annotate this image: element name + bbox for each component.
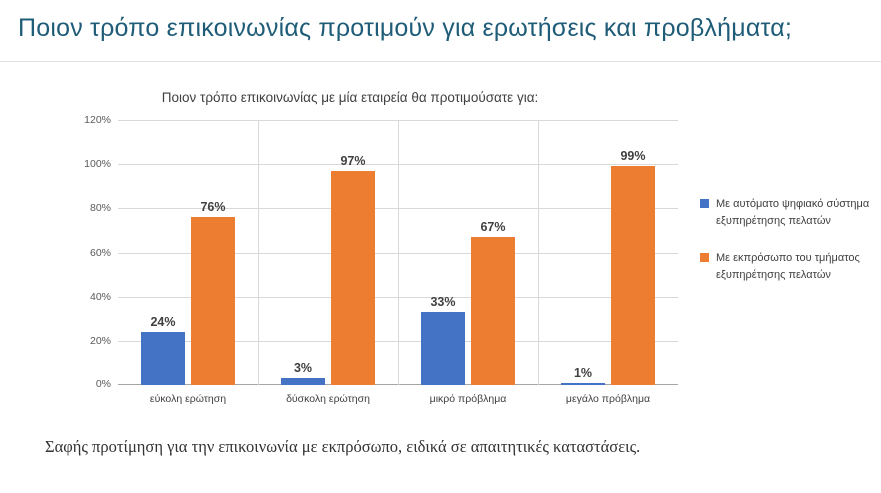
bars <box>258 120 398 385</box>
x-tick-label: μεγάλο πρόβλημα <box>565 393 651 405</box>
y-tick-label-120: 120% <box>84 114 111 126</box>
bar-group <box>258 120 398 405</box>
bar-group <box>538 120 678 405</box>
bar-agent-small-problem[interactable] <box>471 220 515 385</box>
y-tick-label-40: 40% <box>89 290 111 303</box>
bar-agent-hard[interactable] <box>331 153 375 385</box>
legend-label: Με αυτόματο ψηφιακό σύστημα εξυπηρέτησης πελατών <box>716 198 870 228</box>
chart-plot-area <box>84 114 678 405</box>
y-tick-label-20: 20% <box>89 334 111 347</box>
bar-value-label: 33% <box>430 295 456 310</box>
bar-digital-big-problem[interactable] <box>561 365 605 385</box>
bar-value-label: 97% <box>340 153 366 168</box>
bar-value-label: 24% <box>150 315 176 329</box>
bar-value-label: 3% <box>293 361 313 376</box>
x-tick-label: εύκολη ερώτηση <box>149 393 227 405</box>
chart-title: Ποιον τρόπο επικοινωνίας με μία εταιρεία θα προτιμούσατε για: <box>161 90 539 105</box>
legend-item-agent[interactable] <box>700 250 875 284</box>
slide-caption: Σαφής προτίμηση για την επικοινωνία με εκπρόσωπο, ειδικά σε απαιτητικές καταστάσεις. <box>45 437 641 456</box>
bar-digital-easy[interactable] <box>141 315 185 385</box>
chart-container <box>0 78 881 418</box>
x-tick-label: μικρό πρόβλημα <box>429 393 507 405</box>
bar-value-label: 1% <box>573 365 593 380</box>
bar-value-label: 67% <box>480 220 506 234</box>
legend-label: Με εκπρόσωπο του τμήματος εξυπηρέτησης πελατών <box>716 252 860 282</box>
bar-agent-easy[interactable] <box>191 200 235 385</box>
y-tick-label-60: 60% <box>89 246 111 259</box>
chart-legend <box>700 196 875 304</box>
x-tick-label: δύσκολη ερώτηση <box>286 393 370 405</box>
bar-value-label: 99% <box>620 149 646 164</box>
legend-item-digital[interactable] <box>700 196 875 230</box>
bar-group <box>118 120 258 405</box>
bar-group <box>398 120 538 405</box>
bar-agent-big-problem[interactable] <box>611 149 655 385</box>
legend-swatch-icon <box>700 199 709 208</box>
bars <box>398 120 538 385</box>
bar-digital-small-problem[interactable] <box>421 295 465 385</box>
page-title: Ποιον τρόπο επικοινωνίας προτιμούν για ερωτήσεις και προβλήματα; <box>18 14 793 42</box>
bar-digital-hard[interactable] <box>281 361 325 385</box>
bar-value-label: 76% <box>200 200 226 215</box>
bars <box>118 120 258 385</box>
bar-groups <box>118 120 678 405</box>
y-tick-label-0: 0% <box>95 378 111 390</box>
y-tick-label-80: 80% <box>89 202 111 215</box>
y-tick-label-100: 100% <box>84 158 111 171</box>
legend-swatch-icon <box>700 253 709 262</box>
bars <box>538 120 678 385</box>
title-divider <box>0 61 881 62</box>
